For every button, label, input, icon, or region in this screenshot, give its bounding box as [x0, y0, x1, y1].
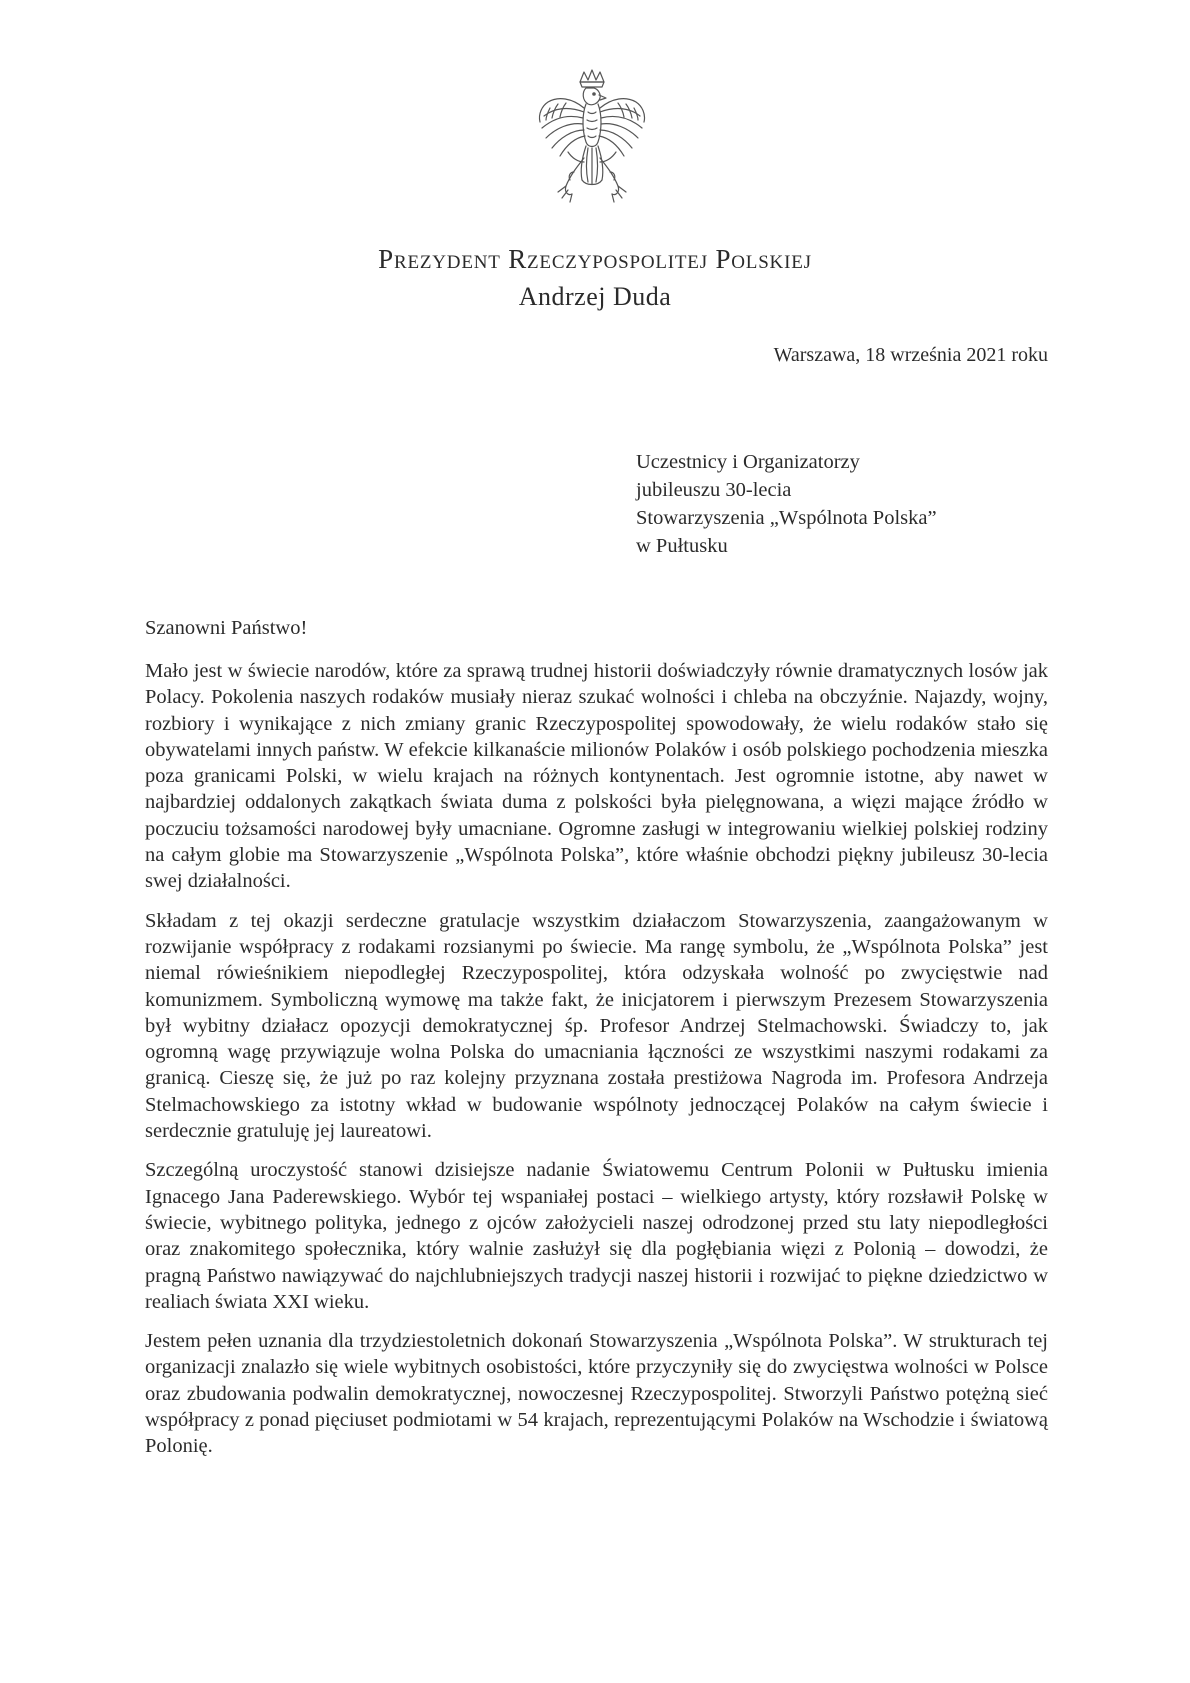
president-name: Andrzej Duda: [518, 282, 672, 311]
paragraph: Składam z tej okazji serdeczne gratulacje wszystkim działaczom Stowarzyszenia, zaangażowanym w rozwijanie współpracy z rodakami rozsianymi po świecie. Ma rangę symbolu, że „Wspólnota Polska” jest niemal rówieśnikiem niepodległej Rzeczypospolitej, która odzyskała wolność po zwycięstwie nad komunizmem. Symboliczną wymowę ma także fakt, że inicjatorem i pierwszym Prezesem Stowarzyszenia był wybitny działacz opozycji demokratycznej śp. Profesor Andrzej Stelmachowski. Świadczy to, jak ogromną wagę przywiązuje wolna Polska do umacniania łączności ze wszystkimi naszymi rodakami za granicą. Cieszę się, że już po raz kolejny przyznana została prestiżowa Nagroda im. Profesora Andrzeja Stelmachowskiego za istotny wkład w budowanie wspólnoty jednoczącej Polaków na całym świecie i serdecznie gratuluję jej laureatowi.: [145, 909, 1048, 1143]
office-title: Prezydent Rzeczypospolitej Polskiej: [378, 244, 812, 274]
paragraph: Jestem pełen uznania dla trzydziestoletnich dokonań Stowarzyszenia „Wspólnota Polska”. W strukturach tej organizacji znalazło się wiele wybitnych osobistości, które przyczyniły się do zwycięstwa wolności w Polsce oraz zbudowania podwalin demokratycznej, nowoczesnej Rzeczypospolitej. Stworzyli Państwo potężną sieć współpracy z ponad pięciuset podmiotami w 54 krajach, reprezentującymi Polaków na Wschodzie i światową Polonię.: [145, 1330, 1048, 1458]
polish-eagle-emblem-icon: [528, 68, 656, 216]
letter-body: [145, 658, 1048, 1473]
addressee-block: [636, 448, 937, 560]
addressee-line: Uczestnicy i Organizatorzy: [636, 451, 860, 473]
addressee-line: Stowarzyszenia „Wspólnota Polska”: [636, 507, 937, 529]
salutation: Szanowni Państwo!: [145, 617, 308, 639]
date-line: Warszawa, 18 września 2021 roku: [773, 344, 1048, 366]
paragraph: Mało jest w świecie narodów, które za sprawą trudnej historii doświadczyły równie dramatycznych losów jak Polacy. Pokolenia naszych rodaków musiały nieraz szukać wolności i chleba na obczyźnie. Najazdy, wojny, rozbiory i wynikające z nich zmiany granic Rzeczypospolitej spowodowały, że wielu rodaków stało się obywatelami innych państw. W efekcie kilkanaście milionów Polaków i osób polskiego pochodzenia mieszka poza granicami Polski, w wielu krajach na różnych kontynentach. Jest ogromnie istotne, aby nawet w najbardziej oddalonych zakątkach świata duma z polskości była pielęgnowana, a więzi mające źródło w poczuciu tożsamości narodowej były umacniane. Ogromne zasługi w integrowaniu wielkiej polskiej rodziny na całym globie ma Stowarzyszenie „Wspólnota Polska”, które właśnie obchodzi piękny jubileusz 30-lecia swej działalności.: [145, 660, 1048, 893]
paragraph: Szczególną uroczystość stanowi dzisiejsze nadanie Światowemu Centrum Polonii w Pułtusku imienia Ignacego Jana Paderewskiego. Wybór tej wspaniałej postaci – wielkiego artysty, który rozsławił Polskę w świecie, wybitnego polityka, jednego z ojców założycieli naszej odrodzonej przed stu laty niepodległości oraz znakomitego społecznika, który walnie zasłużył się dla pogłębiania więzi z Polonią – dowodzi, że pragną Państwo nawiązywać do najchlubniejszych tradycji naszej historii i rozwijać to piękne dziedzictwo w realiach świata XXI wieku.: [145, 1159, 1048, 1313]
addressee-line: jubileuszu 30-lecia: [636, 479, 792, 501]
addressee-line: w Pułtusku: [636, 535, 728, 557]
